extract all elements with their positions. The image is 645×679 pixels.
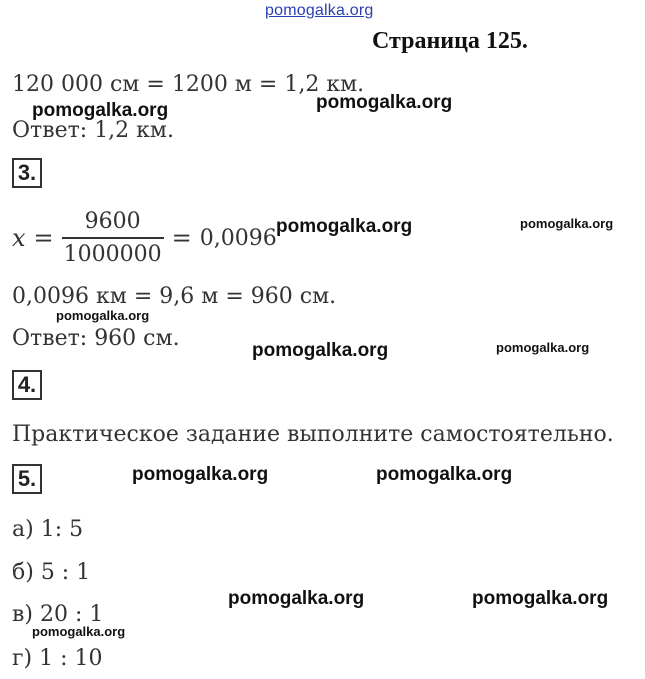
watermark: pomogalka.org [520, 216, 614, 231]
fraction-numerator: 9600 [84, 209, 141, 234]
watermark: pomogalka.org [32, 624, 126, 639]
task3-number-box [12, 158, 42, 188]
task5-item-c: в) 20 : 1 [12, 602, 104, 627]
task3-formula [12, 205, 277, 271]
task5-number: 5. [17, 466, 37, 491]
task5-number-box [12, 464, 42, 494]
task5-item-b: б) 5 : 1 [12, 560, 91, 585]
fraction-denominator: 1000000 [62, 237, 164, 267]
task2-calculation: 120 000 см = 1200 м = 1,2 км. [12, 72, 365, 97]
site-link[interactable]: pomogalka.org [265, 2, 374, 19]
page-title: Страница 125. [372, 28, 528, 54]
task4-number-box [12, 370, 42, 400]
formula-fraction [62, 209, 164, 267]
watermark: pomogalka.org [32, 100, 169, 121]
task4-number: 4. [17, 372, 37, 397]
task4-text: Практическое задание выполните самостоятельно. [12, 422, 614, 447]
task3-number: 3. [17, 160, 37, 185]
watermark: pomogalka.org [472, 588, 609, 609]
watermark: pomogalka.org [316, 92, 453, 113]
formula-result: 0,0096 [199, 225, 277, 251]
task3-conversion: 0,0096 км = 9,6 м = 960 см. [12, 284, 337, 309]
formula-equals-2: = [171, 224, 192, 252]
watermark: pomogalka.org [496, 340, 590, 355]
formula-equals: = [33, 224, 54, 252]
task5-item-a: а) 1: 5 [12, 517, 84, 542]
watermark: pomogalka.org [56, 308, 150, 323]
task2-answer: Ответ: 1,2 км. [12, 118, 175, 143]
watermark: pomogalka.org [228, 588, 365, 609]
watermark: pomogalka.org [252, 340, 389, 361]
watermark: pomogalka.org [376, 464, 513, 485]
watermark: pomogalka.org [276, 216, 413, 237]
task5-item-d: г) 1 : 10 [12, 646, 103, 671]
formula-variable: x [12, 224, 26, 252]
watermark: pomogalka.org [132, 464, 269, 485]
task3-answer: Ответ: 960 см. [12, 326, 180, 351]
